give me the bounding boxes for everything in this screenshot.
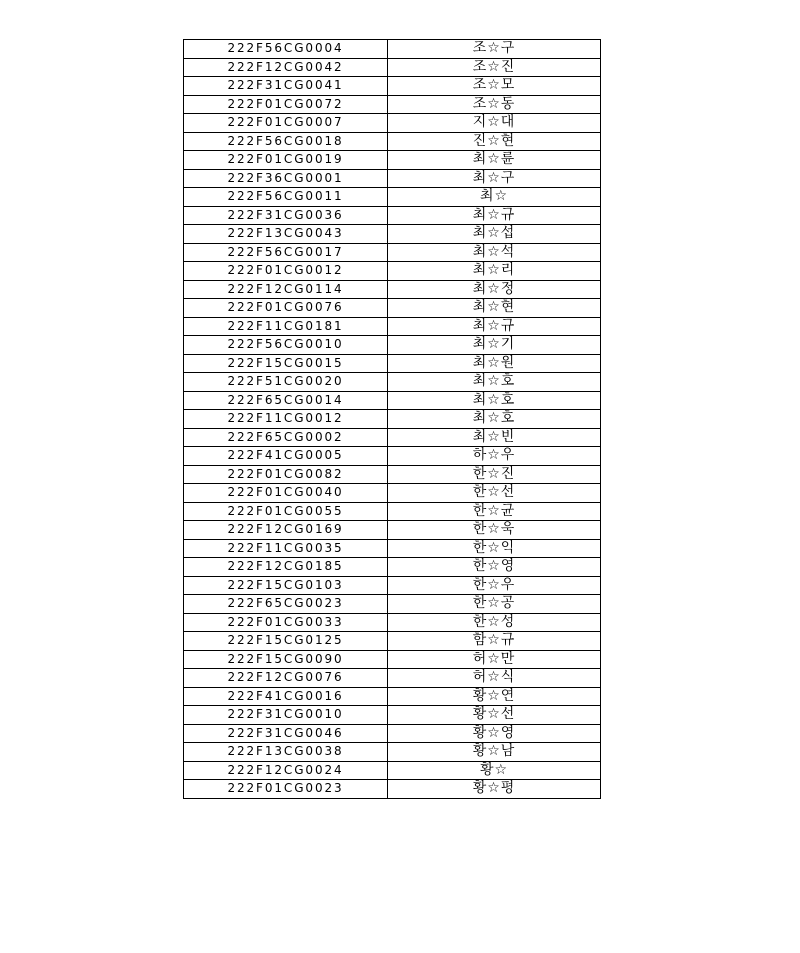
id-code-cell: 222F12CG0042 [184,58,388,77]
table-row [184,40,601,59]
masked-name-cell: 최☆석 [388,243,601,262]
table-row [184,410,601,429]
table-row [184,243,601,262]
table-row [184,595,601,614]
masked-name-cell: 최☆호 [388,410,601,429]
masked-name-cell: 한☆진 [388,465,601,484]
masked-name-cell: 최☆원 [388,354,601,373]
table-row [184,169,601,188]
table-row [184,132,601,151]
table-row [184,447,601,466]
id-code-cell: 222F41CG0005 [184,447,388,466]
table-row [184,299,601,318]
table-row [184,114,601,133]
id-code-cell: 222F01CG0082 [184,465,388,484]
masked-name-cell: 하☆우 [388,447,601,466]
table-row [184,761,601,780]
masked-name-cell: 조☆동 [388,95,601,114]
table-row [184,743,601,762]
table-row [184,780,601,799]
masked-name-cell: 황☆남 [388,743,601,762]
id-code-cell: 222F12CG0169 [184,521,388,540]
masked-name-cell: 최☆리 [388,262,601,281]
table-row [184,317,601,336]
masked-name-cell: 황☆선 [388,706,601,725]
id-code-cell: 222F01CG0040 [184,484,388,503]
table-row [184,77,601,96]
masked-name-cell: 최☆섭 [388,225,601,244]
masked-name-cell: 최☆현 [388,299,601,318]
table-row [184,391,601,410]
masked-name-cell: 최☆륜 [388,151,601,170]
table-row [184,225,601,244]
masked-name-cell: 조☆구 [388,40,601,59]
masked-name-cell: 황☆영 [388,724,601,743]
masked-name-cell: 조☆진 [388,58,601,77]
masked-name-cell: 한☆선 [388,484,601,503]
masked-name-cell: 허☆만 [388,650,601,669]
id-code-cell: 222F15CG0103 [184,576,388,595]
id-code-cell: 222F31CG0010 [184,706,388,725]
table-row [184,428,601,447]
id-code-cell: 222F56CG0010 [184,336,388,355]
masked-name-cell: 한☆욱 [388,521,601,540]
id-code-cell: 222F01CG0007 [184,114,388,133]
id-code-cell: 222F36CG0001 [184,169,388,188]
table-row [184,632,601,651]
masked-name-cell: 최☆ [388,188,601,207]
table-row [184,206,601,225]
masked-name-cell: 최☆빈 [388,428,601,447]
masked-name-cell: 최☆기 [388,336,601,355]
table-row [184,539,601,558]
masked-name-cell: 진☆현 [388,132,601,151]
table-row [184,650,601,669]
id-code-cell: 222F56CG0017 [184,243,388,262]
masked-name-cell: 최☆호 [388,373,601,392]
id-code-cell: 222F12CG0114 [184,280,388,299]
id-code-cell: 222F13CG0038 [184,743,388,762]
table-row [184,521,601,540]
id-code-cell: 222F56CG0004 [184,40,388,59]
table-row [184,576,601,595]
id-code-cell: 222F11CG0181 [184,317,388,336]
masked-name-cell: 황☆연 [388,687,601,706]
masked-name-cell: 최☆규 [388,206,601,225]
id-code-cell: 222F12CG0185 [184,558,388,577]
table-row [184,354,601,373]
roster-table [183,39,601,799]
id-code-cell: 222F51CG0020 [184,373,388,392]
masked-name-cell: 최☆정 [388,280,601,299]
id-code-cell: 222F65CG0014 [184,391,388,410]
masked-name-cell: 허☆식 [388,669,601,688]
masked-name-cell: 한☆공 [388,595,601,614]
id-code-cell: 222F41CG0016 [184,687,388,706]
id-code-cell: 222F01CG0012 [184,262,388,281]
table-row [184,706,601,725]
id-code-cell: 222F12CG0024 [184,761,388,780]
id-code-cell: 222F11CG0012 [184,410,388,429]
table-row [184,687,601,706]
table-row [184,58,601,77]
id-code-cell: 222F31CG0041 [184,77,388,96]
masked-name-cell: 지☆대 [388,114,601,133]
id-code-cell: 222F01CG0019 [184,151,388,170]
table-row [184,465,601,484]
table-row [184,95,601,114]
masked-name-cell: 조☆모 [388,77,601,96]
table-row [184,188,601,207]
table-row [184,336,601,355]
id-code-cell: 222F12CG0076 [184,669,388,688]
id-code-cell: 222F15CG0015 [184,354,388,373]
table-row [184,724,601,743]
table-row [184,669,601,688]
table-row [184,373,601,392]
masked-name-cell: 한☆영 [388,558,601,577]
id-code-cell: 222F13CG0043 [184,225,388,244]
id-code-cell: 222F65CG0002 [184,428,388,447]
id-code-cell: 222F01CG0072 [184,95,388,114]
roster-sheet [183,39,599,799]
id-code-cell: 222F56CG0011 [184,188,388,207]
id-code-cell: 222F01CG0033 [184,613,388,632]
masked-name-cell: 최☆호 [388,391,601,410]
id-code-cell: 222F01CG0023 [184,780,388,799]
id-code-cell: 222F15CG0125 [184,632,388,651]
masked-name-cell: 함☆규 [388,632,601,651]
id-code-cell: 222F31CG0036 [184,206,388,225]
table-row [184,262,601,281]
table-row [184,280,601,299]
table-row [184,502,601,521]
id-code-cell: 222F56CG0018 [184,132,388,151]
masked-name-cell: 한☆우 [388,576,601,595]
table-row [184,613,601,632]
table-row [184,151,601,170]
table-row [184,558,601,577]
id-code-cell: 222F65CG0023 [184,595,388,614]
masked-name-cell: 황☆평 [388,780,601,799]
masked-name-cell: 최☆구 [388,169,601,188]
masked-name-cell: 황☆ [388,761,601,780]
masked-name-cell: 한☆익 [388,539,601,558]
id-code-cell: 222F15CG0090 [184,650,388,669]
roster-table-body [184,40,601,799]
masked-name-cell: 한☆성 [388,613,601,632]
id-code-cell: 222F31CG0046 [184,724,388,743]
id-code-cell: 222F01CG0076 [184,299,388,318]
id-code-cell: 222F11CG0035 [184,539,388,558]
table-row [184,484,601,503]
masked-name-cell: 최☆규 [388,317,601,336]
id-code-cell: 222F01CG0055 [184,502,388,521]
masked-name-cell: 한☆균 [388,502,601,521]
